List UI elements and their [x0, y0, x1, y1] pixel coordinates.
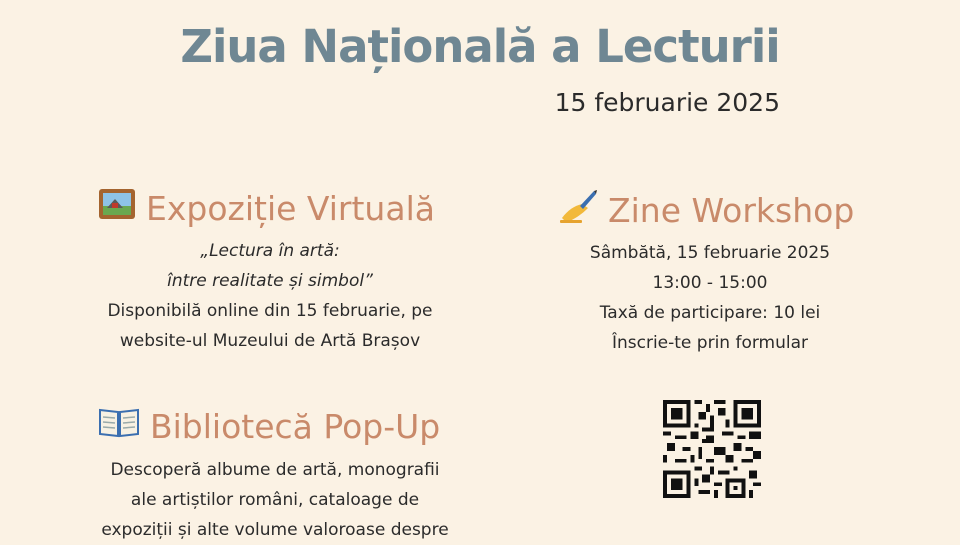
workshop-line4: Înscrie-te prin formular	[611, 333, 809, 353]
event-date: 15 februarie 2025	[554, 88, 780, 117]
section-workshop-title	[558, 188, 854, 232]
section-biblioteca-body	[90, 455, 460, 545]
section-biblioteca-label: Bibliotecă Pop-Up	[150, 406, 441, 446]
biblioteca-line1: Descoperă albume de artă, monografii	[110, 460, 440, 480]
section-expozitie-title	[98, 188, 435, 228]
workshop-line2: 13:00 - 15:00	[652, 273, 768, 293]
expozitie-quote-line2: între realitate și simbol”	[167, 271, 373, 291]
expozitie-line4: website-ul Muzeului de Artă Brașov	[119, 331, 421, 351]
expozitie-line3: Disponibilă online din 15 februarie, pe	[107, 301, 433, 321]
biblioteca-line3: expoziții și alte volume valoroase despre	[101, 520, 449, 540]
expozitie-quote-line1: „Lectura în artă:	[200, 241, 340, 261]
section-workshop-body	[560, 238, 860, 358]
section-workshop-label: Zine Workshop	[608, 190, 855, 230]
section-expozitie-body	[90, 236, 450, 356]
biblioteca-line2: ale artiștilor români, cataloage de	[130, 490, 420, 510]
workshop-line3: Taxă de participare: 10 lei	[599, 303, 821, 323]
workshop-line1: Sâmbătă, 15 februarie 2025	[589, 243, 831, 263]
writing-hand-icon	[558, 188, 598, 232]
section-expozitie-label: Expoziție Virtuală	[146, 188, 435, 228]
framed-picture-icon	[98, 188, 136, 228]
open-book-icon	[98, 406, 140, 446]
section-biblioteca-title	[98, 406, 440, 446]
qr-code-icon[interactable]	[662, 400, 762, 498]
page-title: Ziua Națională a Lecturii	[180, 20, 780, 73]
